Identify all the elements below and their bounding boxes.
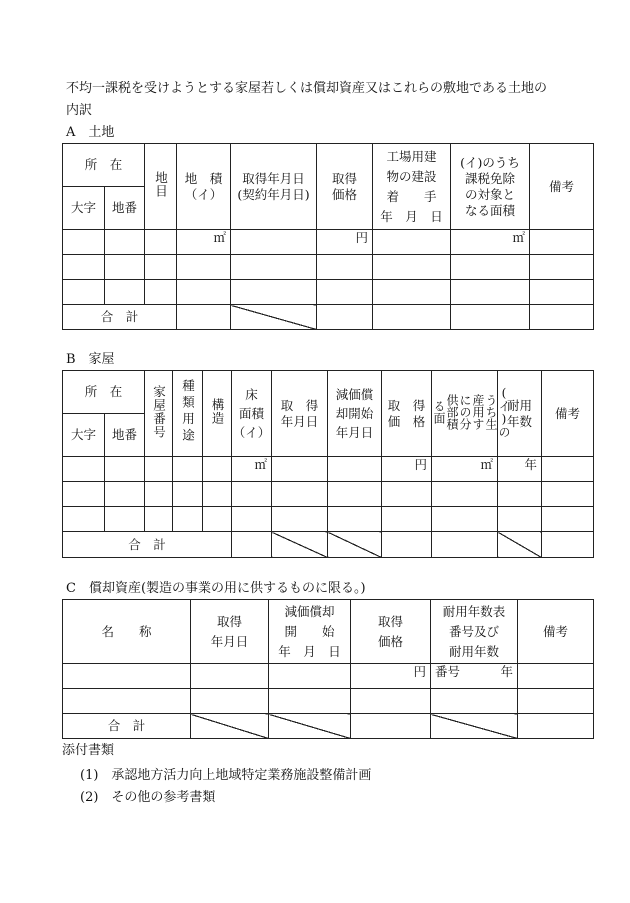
house-header-chiban: 地番 [105,414,145,457]
house-header-price: 取 得 価 格 [382,371,432,457]
asset-header-life: 耐用年数表 番号及び 耐用年数 [431,600,518,664]
table-row [63,689,594,714]
house-header-oaza: 大字 [63,414,105,457]
house-table [62,370,594,558]
document-heading: 不均一課税を受けようとする家屋若しくは償却資産又はこれらの敷地である土地の [66,81,548,96]
house-header-location: 所 在 [63,371,145,414]
house-header-structure-text: 構造 [210,398,226,425]
attachment-item-1: (1) 承認地方活力向上地域特定業務施設整備計画 [80,768,372,783]
land-header-oaza: 大字 [63,187,105,230]
land-header-construction-start: 工場用建 物の建設 着 手 年 月 日 [373,144,451,230]
house-header-house-no-text: 家屋番号 [151,384,167,439]
house-header-acq-date: 取 得 年月日 [272,371,328,457]
house-total-slash-date [272,532,328,558]
document-heading-line2: 内訳 [66,103,93,118]
land-header-chiban: 地番 [105,187,145,230]
asset-total-label: 合 計 [63,714,191,739]
house-header-notes: 備考 [542,371,594,457]
land-header-area: 地 積 （イ） [177,144,231,230]
asset-number-label: 番号 [435,664,461,679]
asset-year-label: 年 [500,664,513,679]
asset-total-slash-dep [269,714,351,739]
house-header-house-no [145,371,173,457]
land-header-acq-date: 取得年月日 (契約年月日) [231,144,317,230]
house-total-slash-dep [328,532,382,558]
land-price-unit: 円 [317,230,373,255]
house-header-life: 耐用 年数 [498,371,542,457]
house-header-kind [173,371,203,457]
asset-table [62,599,594,739]
land-header-chimoku-text: 地目 [153,171,169,198]
table-row [63,255,594,280]
land-table [62,143,594,330]
land-area-unit: ㎡ [177,230,231,255]
asset-total-slash-date [191,714,269,739]
table-row [63,457,594,482]
house-floor-unit: ㎡ [232,457,272,482]
asset-total-row [63,714,594,739]
section-b-title: B 家屋 [66,352,115,367]
land-header-chimoku [145,144,177,230]
table-row [63,230,594,255]
asset-number-cell [431,664,518,689]
attachments-title: 添付書類 [62,743,115,758]
house-price-unit: 円 [382,457,432,482]
land-total-row [63,305,594,330]
land-total-label: 合 計 [63,305,177,330]
house-life-unit: 年 [498,457,542,482]
asset-header-notes: 備考 [518,600,594,664]
house-header-kind-text: 種類用途 [180,378,196,445]
asset-price-unit: 円 [351,664,431,689]
house-header-dep-start: 減価償 却開始 年月日 [328,371,382,457]
house-share-unit: ㎡ [432,457,498,482]
table-row [63,280,594,305]
land-header-notes: 備考 [530,144,594,230]
land-header-price: 取得 価格 [317,144,373,230]
house-header-structure [203,371,232,457]
section-a-title: A 土地 [66,125,115,140]
house-total-row [63,532,594,558]
section-c-title: C 償却資産(製造の事業の用に供するものに限る。) [66,581,366,596]
house-header-share-text: (イ)の うち生 産用す にの分 供部積 る面 [432,385,512,438]
asset-header-name: 名 称 [63,600,191,664]
asset-total-slash-life [431,714,518,739]
land-header-location: 所 在 [63,144,145,187]
house-header-share [432,371,512,457]
house-total-slash-life [498,532,542,558]
house-total-label: 合 計 [63,532,232,558]
land-header-exempt-area: (イ)のうち 課税免除 の対象と なる面積 [451,144,530,230]
table-row [63,664,594,689]
table-row [63,507,594,532]
table-row [63,482,594,507]
asset-header-price: 取得 価格 [351,600,431,664]
house-header-floor-area: 床 面積 （イ） [232,371,272,457]
land-exempt-unit: ㎡ [451,230,530,255]
asset-header-dep-start: 減価償却 開 始 年 月 日 [269,600,351,664]
asset-header-acq-date: 取得 年月日 [191,600,269,664]
attachment-item-2: (2) その他の参考書類 [80,790,216,805]
land-total-slash [231,305,317,330]
